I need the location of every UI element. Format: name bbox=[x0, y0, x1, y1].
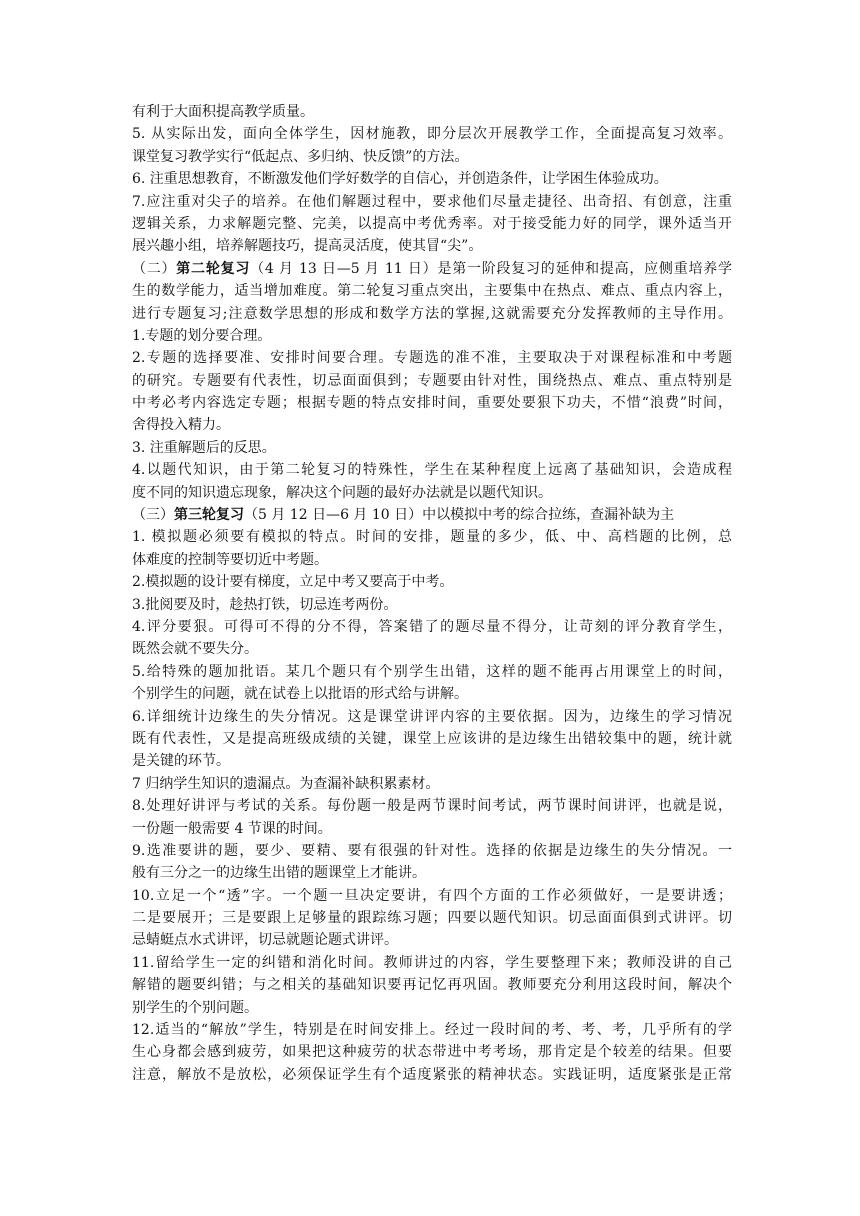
text-line: 舍得投入精力。 bbox=[132, 417, 230, 434]
text-line: 5. 从实际出发，面向全体学生，因材施教，即分层次开展教学工作，全面提高复习效率。 bbox=[132, 126, 732, 143]
section-heading: 第二轮复习 bbox=[176, 260, 251, 277]
text-line: 忌蜻蜓点水式讲评，切忌就题论题式讲评。 bbox=[132, 932, 398, 949]
text-line: 7 归纳学生知识的遗漏点。为查漏补缺积累素材。 bbox=[132, 775, 440, 792]
text-line: 的研究。专题要有代表性，切忌面面俱到；专题要由针对性，围绕热点、难点、重点特别是 bbox=[132, 372, 732, 389]
text-line: 10.立足一个“透”字。一个题一旦决定要讲，有四个方面的工作必须做好，一是要讲透； bbox=[132, 887, 732, 904]
text-line: 11.留给学生一定的纠错和消化时间。教师讲过的内容，学生要整理下来；教师没讲的自己 bbox=[132, 954, 732, 971]
text-line: 6.详细统计边缘生的失分情况。这是课堂讲评内容的主要依据。因为，边缘生的学习情况 bbox=[132, 708, 732, 725]
text-line: 3.批阅要及时，趁热打铁，切忌连考两份。 bbox=[132, 596, 398, 613]
text-line: 中考必考内容选定专题；根据专题的特点安排时间，重要处要狠下功夫，不惜“浪费”时间， bbox=[132, 395, 732, 412]
text-line: 2.专题的选择要准、安排时间要合理。专题选的准不准，主要取决于对课程标准和中考题 bbox=[132, 350, 732, 367]
text-line: 二是要展开；三是要跟上足够量的跟踪练习题；四要以题代知识。切忌面面俱到式讲评。切 bbox=[132, 910, 732, 927]
section-prefix: （二） bbox=[132, 260, 177, 277]
text-line: 4.评分要狠。可得可不得的分不得，答案错了的题尽量不得分，让苛刻的评分教育学生， bbox=[132, 618, 732, 635]
text-line: 般有三分之一的边缘生出错的题课堂上才能讲。 bbox=[132, 865, 426, 882]
text-line: 进行专题复习;注意数学思想的形成和数学方法的掌握,这就需要充分发挥教师的主导作用。 bbox=[132, 305, 732, 322]
text-line: 有利于大面积提高教学质量。 bbox=[132, 104, 314, 120]
section-text: （4 月 13 日—5 月 11 日）是第一阶段复习的延伸和提高，应侧重培养学 bbox=[250, 260, 732, 277]
section-prefix: （三） bbox=[132, 507, 174, 524]
text-line: 展兴趣小组，培养解题技巧，提高灵活度，使其冒“尖”。 bbox=[132, 238, 483, 255]
text-line: 4.以题代知识，由于第二轮复习的特殊性，学生在某种程度上远离了基础知识，会造成程 bbox=[132, 462, 732, 479]
text-line: 体难度的控制等要切近中考题。 bbox=[132, 551, 328, 568]
section-heading: 第三轮复习 bbox=[174, 507, 244, 524]
text-line: 3. 注重解题后的反思。 bbox=[132, 439, 276, 456]
text-line: 注意，解放不是放松，必须保证学生有个适度紧张的精神状态。实践证明，适度紧张是正常 bbox=[132, 1066, 732, 1083]
text-line: 8.处理好讲评与考试的关系。每份题一般是两节课时间考试，两节课时间讲评，也就是说， bbox=[132, 798, 732, 815]
text-line: 6. 注重思想教育，不断激发他们学好数学的自信心，并创造条件，让学困生体验成功。 bbox=[132, 171, 668, 188]
text-line: 一份题一般需要 4 节课的时间。 bbox=[132, 820, 332, 837]
text-line: 既然会就不要失分。 bbox=[132, 641, 258, 658]
text-line: 2.模拟题的设计要有梯度，立足中考又要高于中考。 bbox=[132, 574, 454, 591]
section-text: （5 月 12 日—6 月 10 日）中以模拟中考的综合拉练，查漏补缺为主 bbox=[244, 507, 675, 524]
text-line: 12.适当的“解放”学生，特别是在时间安排上。经过一段时间的考、考、考，几乎所有的学 bbox=[132, 1022, 732, 1039]
text-line bbox=[132, 258, 732, 280]
text-line: 课堂复习教学实行“低起点、多归纳、快反馈”的方法。 bbox=[132, 148, 469, 165]
text-line: 解错的题要纠错；与之相关的基础知识要再记忆再巩固。教师要充分利用这段时间，解决个 bbox=[132, 977, 732, 994]
text-line: 生心身都会感到疲劳，如果把这种疲劳的状态带进中考考场，那肯定是个较差的结果。但要 bbox=[132, 1044, 732, 1061]
text-line: 度不同的知识遗忘现象，解决这个问题的最好办法就是以题代知识。 bbox=[132, 484, 552, 501]
text-line: 逻辑关系，力求解题完整、完美，以提高中考优秀率。对于接受能力好的同学，课外适当开 bbox=[132, 215, 732, 232]
text-line: 9.选准要讲的题，要少、要精、要有很强的针对性。选择的依据是边缘生的失分情况。一 bbox=[132, 842, 732, 859]
text-line: 5.给特殊的题加批语。某几个题只有个别学生出错，这样的题不能再占用课堂上的时间， bbox=[132, 663, 732, 680]
text-line bbox=[132, 504, 732, 526]
text-line: 1. 模拟题必须要有模拟的特点。时间的安排，题量的多少，低、中、高档题的比例，总 bbox=[132, 529, 732, 546]
document-page bbox=[132, 101, 732, 1086]
text-line: 1.专题的划分要合理。 bbox=[132, 327, 272, 344]
text-line: 个别学生的问题，就在试卷上以批语的形式给与讲解。 bbox=[132, 686, 468, 703]
text-line: 是关键的环节。 bbox=[132, 753, 230, 770]
text-line: 生的数学能力，适当增加难度。第二轮复习重点突出，主要集中在热点、难点、重点内容上， bbox=[132, 283, 732, 300]
text-line: 别学生的个别问题。 bbox=[132, 999, 258, 1016]
text-line: 既有代表性，又是提高班级成绩的关键，课堂上应该讲的是边缘生出错较集中的题，统计就 bbox=[132, 730, 732, 747]
text-line: 7.应注重对尖子的培养。在他们解题过程中，要求他们尽量走捷径、出奇招、有创意，注重 bbox=[132, 193, 732, 210]
